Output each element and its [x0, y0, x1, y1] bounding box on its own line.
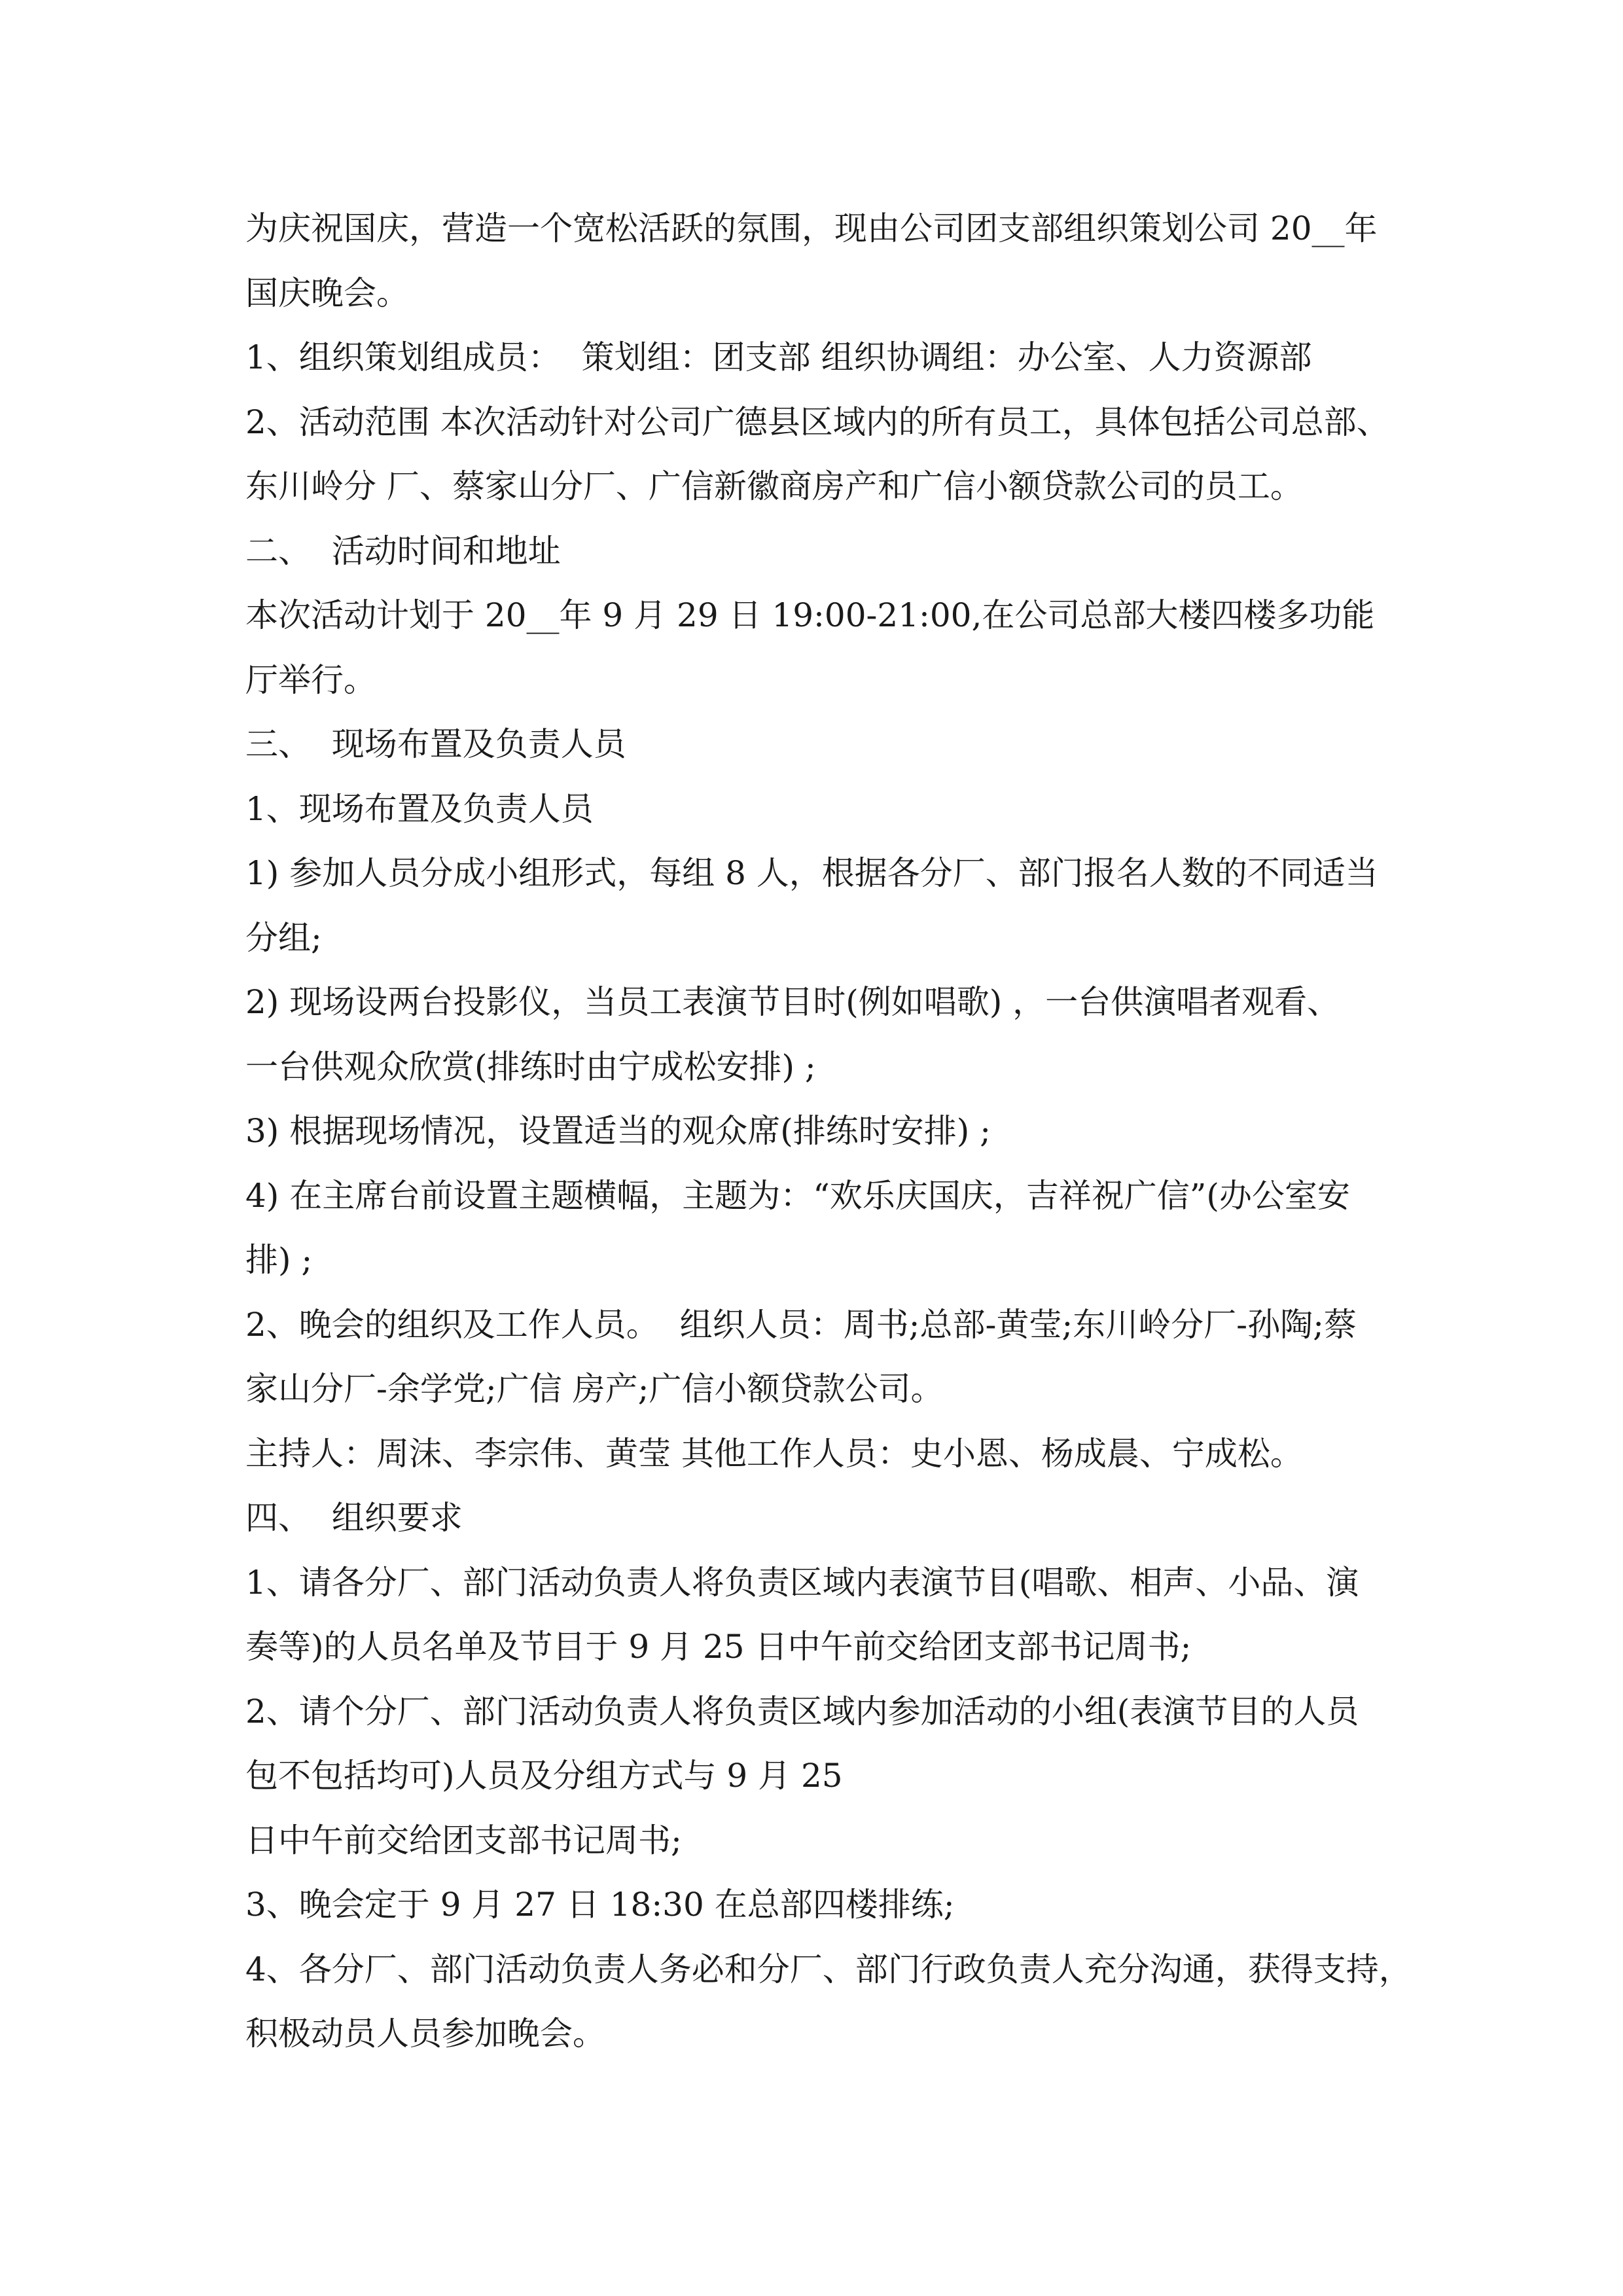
text-line: 2、请个分厂、部门活动负责人将负责区域内参加活动的小组(表演节目的人员 [245, 1692, 1359, 1731]
section-heading: 三、 现场布置及负责人员 [245, 725, 626, 763]
text-line: 4) 在主席台前设置主题横幅，主题为：“欢乐庆国庆，吉祥祝广信”(办公室安 [245, 1176, 1350, 1215]
text-line: 2、活动范围 本次活动针对公司广德县区域内的所有员工，具体包括公司总部、 [245, 403, 1389, 441]
text-line: 一台供观众欣赏(排练时由宁成松安排) ; [245, 1047, 816, 1086]
text-line: 4、各分厂、部门活动负责人务必和分厂、部门行政负责人充分沟通，获得支持， [245, 1950, 1412, 1988]
text-line: 东川岭分 厂、蔡家山分厂、广信新徽商房产和广信小额贷款公司的员工。 [245, 467, 1303, 505]
text-line: 家山分厂-余学党;广信 房产;广信小额贷款公司。 [245, 1370, 944, 1408]
text-line: 包不包括均可)人员及分组方式与 9 月 25 [245, 1757, 843, 1795]
text-line: 1、现场布置及负责人员 [245, 789, 594, 828]
document-body [245, 196, 1412, 2066]
text-line: 奏等)的人员名单及节目于 9 月 25 日中午前交给团支部书记周书; [245, 1628, 1192, 1666]
text-line: 2、晚会的组织及工作人员。 组织人员：周书;总部-黄莹;东川岭分厂-孙陶;蔡 [245, 1305, 1357, 1344]
text-line: 1、请各分厂、部门活动负责人将负责区域内表演节目(唱歌、相声、小品、演 [245, 1563, 1359, 1602]
text-line: 排) ; [245, 1241, 313, 1279]
text-line: 日中午前交给团支部书记周书; [245, 1821, 682, 1859]
text-line: 积极动员人员参加晚会。 [245, 2015, 605, 2053]
text-line: 1、组织策划组成员： 策划组：团支部 组织协调组：办公室、人力资源部 [245, 338, 1312, 376]
text-line: 分组; [245, 918, 322, 957]
text-line: 2) 现场设两台投影仪，当员工表演节目时(例如唱歌) ，一台供演唱者观看、 [245, 983, 1340, 1021]
text-line: 1) 参加人员分成小组形式，每组 8 人，根据各分厂、部门报名人数的不同适当 [245, 854, 1378, 892]
section-heading: 二、 活动时间和地址 [245, 531, 561, 570]
text-line: 3) 根据现场情况，设置适当的观众席(排练时安排) ; [245, 1112, 991, 1150]
text-line: 厅举行。 [245, 660, 376, 699]
text-line: 本次活动计划于 20__年 9 月 29 日 19:00-21:00,在公司总部大楼四楼多功能 [245, 596, 1375, 634]
text-line: 主持人：周沫、李宗伟、黄莹 其他工作人员：史小恩、杨成晨、宁成松。 [245, 1434, 1303, 1473]
text-line: 国庆晚会。 [245, 274, 409, 312]
text-line: 3、晚会定于 9 月 27 日 18:30 在总部四楼排练; [245, 1886, 955, 1924]
section-heading: 四、 组织要求 [245, 1499, 463, 1537]
text-line: 为庆祝国庆，营造一个宽松活跃的氛围，现由公司团支部组织策划公司 20__年 [245, 209, 1378, 247]
